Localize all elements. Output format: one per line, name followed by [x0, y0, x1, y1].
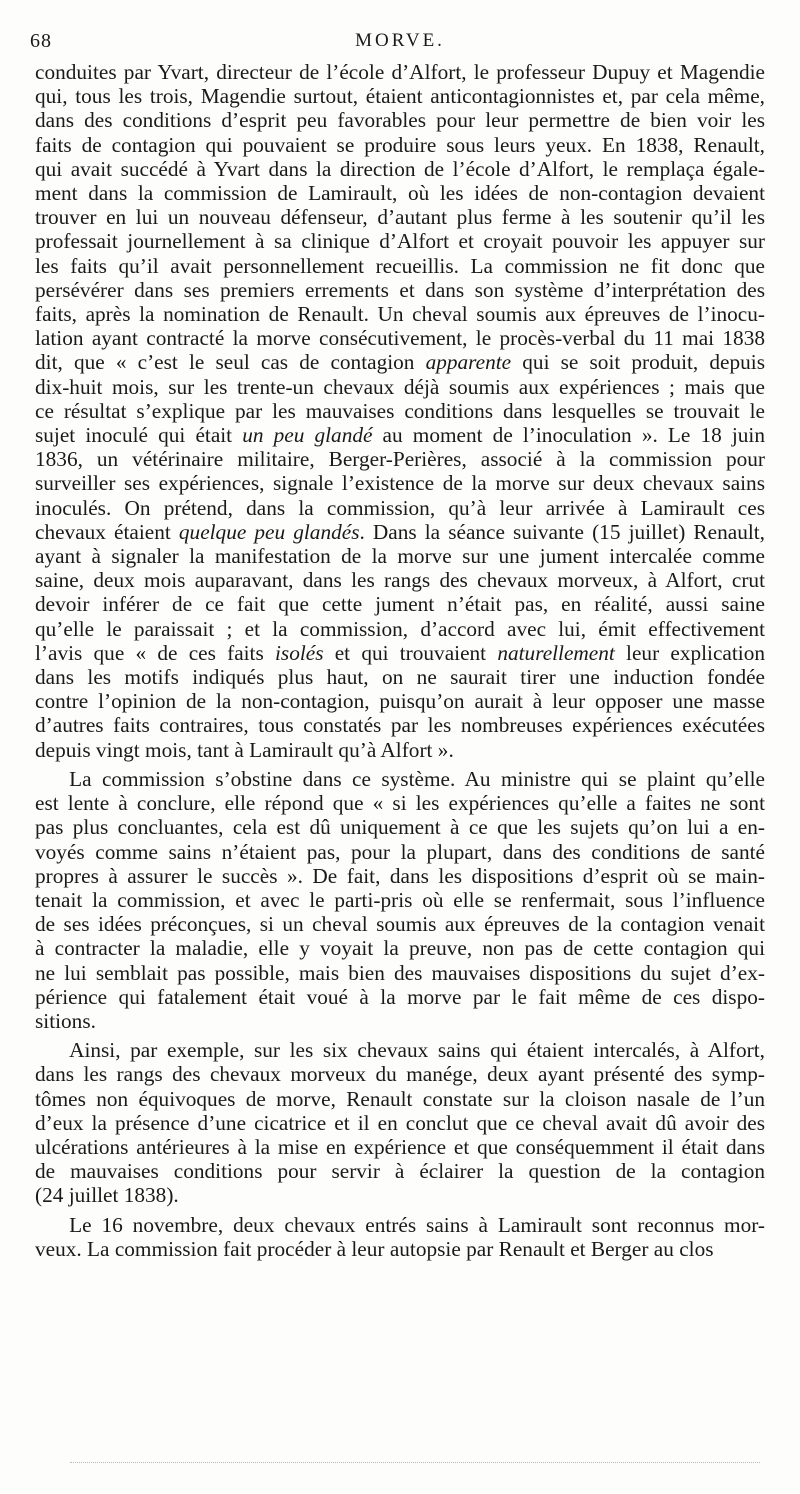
text-line: l’avis que « de ces faits isolés et qui trouvaient naturellement leur explication: [35, 640, 765, 665]
running-title: MORVE.: [355, 30, 445, 51]
text-line: lation ayant contracté la morve consécutivement, le procès-verbal du 11 mai 1838: [35, 326, 765, 351]
paragraph: [35, 1038, 765, 1207]
text-line: surveiller ses expériences, signale l’existence de la morve sur deux chevaux sains: [35, 471, 765, 496]
text-line: propres à assurer le succès ». De fait, dans les dispositions d’esprit où se main-: [35, 863, 765, 888]
text-line: ulcérations antérieures à la mise en expérience et que conséquemment il était dans: [35, 1134, 765, 1159]
text-line: à contracter la maladie, elle y voyait la preuve, non pas de cette contagion qui: [35, 936, 765, 961]
text-line: pas plus concluantes, cela est dû uniquement à ce que les sujets qu’on lui a en-: [35, 815, 765, 840]
text-line: faits de contagion qui pouvaient se produire sous leurs yeux. En 1838, Renault,: [35, 132, 765, 157]
page-header: [30, 30, 770, 58]
text-line: chevaux étaient quelque peu glandés. Dans la séance suivante (15 juillet) Renault,: [35, 519, 765, 544]
page-number: 68: [30, 30, 52, 52]
text-line: trouver en lui un nouveau défenseur, d’autant plus ferme à les soutenir qu’il les: [35, 205, 765, 230]
text-line: (24 juillet 1838).: [35, 1183, 179, 1208]
text-line: La commission s’obstine dans ce système. Au ministre qui se plaint qu’elle: [69, 766, 765, 791]
text-line: depuis vingt mois, tant à Lamirault qu’à Alfort ».: [35, 737, 454, 762]
text-line: qui avait succédé à Yvart dans la direction de l’école d’Alfort, le remplaça égale-: [35, 156, 765, 181]
text-line: saine, deux mois auparavant, dans les rangs des chevaux morveux, à Alfort, crut: [35, 568, 765, 593]
text-line: les faits qu’il avait personnellement recueillis. La commission ne fit donc que: [35, 253, 765, 278]
text-line: 1836, un vétérinaire militaire, Berger-Perières, associé à la commission pour: [35, 447, 765, 472]
text-line: professait journellement à sa clinique d’Alfort et croyait pouvoir les appuyer sur: [35, 229, 765, 254]
text-line: d’eux la présence d’une cicatrice et il en conclut que ce cheval avait dû avoir des: [35, 1110, 765, 1135]
text-line: dix-huit mois, sur les trente-un chevaux déjà soumis aux expériences ; mais que: [35, 374, 765, 399]
text-line: ne lui semblait pas possible, mais bien des mauvaises dispositions du sujet d’ex-: [35, 960, 765, 985]
text-line: Ainsi, par exemple, sur les six chevaux sains qui étaient intercalés, à Alfort,: [69, 1038, 765, 1063]
text-line: de mauvaises conditions pour servir à éclairer la question de la contagion: [35, 1159, 765, 1184]
text-line: d’autres faits contraires, tous constatés par les nombreuses expériences exécutées: [35, 713, 765, 738]
text-line: voyés comme sains n’étaient pas, pour la plupart, dans des conditions de santé: [35, 839, 765, 864]
text-line: sujet inoculé qui était un peu glandé au moment de l’inoculation ». Le 18 juin: [35, 423, 765, 448]
text-line: Le 16 novembre, deux chevaux entrés sains à Lamirault sont reconnus mor-: [69, 1212, 765, 1237]
text-line: périence qui fatalement était voué à la morve par le fait même de ces dispo-: [35, 984, 765, 1009]
text-line: ayant à signaler la manifestation de la morve sur une jument intercalée comme: [35, 544, 765, 569]
text-line: qui, tous les trois, Magendie surtout, étaient anticontagionnistes et, par cela même,: [35, 84, 765, 109]
paragraph: [35, 60, 765, 762]
paragraph: [35, 1213, 765, 1261]
text-line: contre l’opinion de la non-contagion, puisqu’on aurait à leur opposer une masse: [35, 689, 765, 714]
paragraph: [35, 767, 765, 1033]
text-line: persévérer dans ses premiers errements et dans son système d’interprétation des: [35, 277, 765, 302]
text-line: sitions.: [35, 1008, 96, 1033]
text-line: inoculés. On prétend, dans la commission, qu’à leur arrivée à Lamirault ces: [35, 495, 765, 520]
text-line: faits, après la nomination de Renault. Un cheval soumis aux épreuves de l’inocu-: [35, 302, 765, 327]
footer-rule: [70, 1462, 760, 1463]
text-line: ment dans la commission de Lamirault, où les idées de non-contagion devaient: [35, 181, 765, 206]
text-line: dans les motifs indiqués plus haut, on ne saurait tirer une induction fondée: [35, 665, 765, 690]
text-line: est lente à conclure, elle répond que « si les expériences qu’elle a faites ne sont: [35, 791, 765, 816]
text-line: ce résultat s’explique par les mauvaises conditions dans lesquelles se trouvait le: [35, 398, 765, 423]
text-line: dans des conditions d’esprit peu favorables pour leur permettre de bien voir les: [35, 108, 765, 133]
text-line: de ses idées préconçues, si un cheval soumis aux épreuves de la contagion venait: [35, 912, 765, 937]
text-line: dit, que « c’est le seul cas de contagion apparente qui se soit produit, depuis: [35, 350, 765, 375]
text-line: devoir inférer de ce fait que cette jument n’était pas, en réalité, aussi saine: [35, 592, 765, 617]
text-line: dans les rangs des chevaux morveux du manége, deux ayant présenté des symp-: [35, 1062, 765, 1087]
text-line: conduites par Yvart, directeur de l’école d’Alfort, le professeur Dupuy et Magendie: [35, 60, 765, 84]
text-line: tômes non équivoques de morve, Renault constate sur la cloison nasale de l’un: [35, 1086, 765, 1111]
text-line: qu’elle le paraissait ; et la commission, d’accord avec lui, émit effectivement: [35, 616, 765, 641]
body-text: [35, 60, 765, 1261]
text-line: tenait la commission, et avec le parti-pris où elle se renfermait, sous l’influence: [35, 887, 765, 912]
text-line: veux. La commission fait procéder à leur autopsie par Renault et Berger au clos: [35, 1236, 714, 1261]
